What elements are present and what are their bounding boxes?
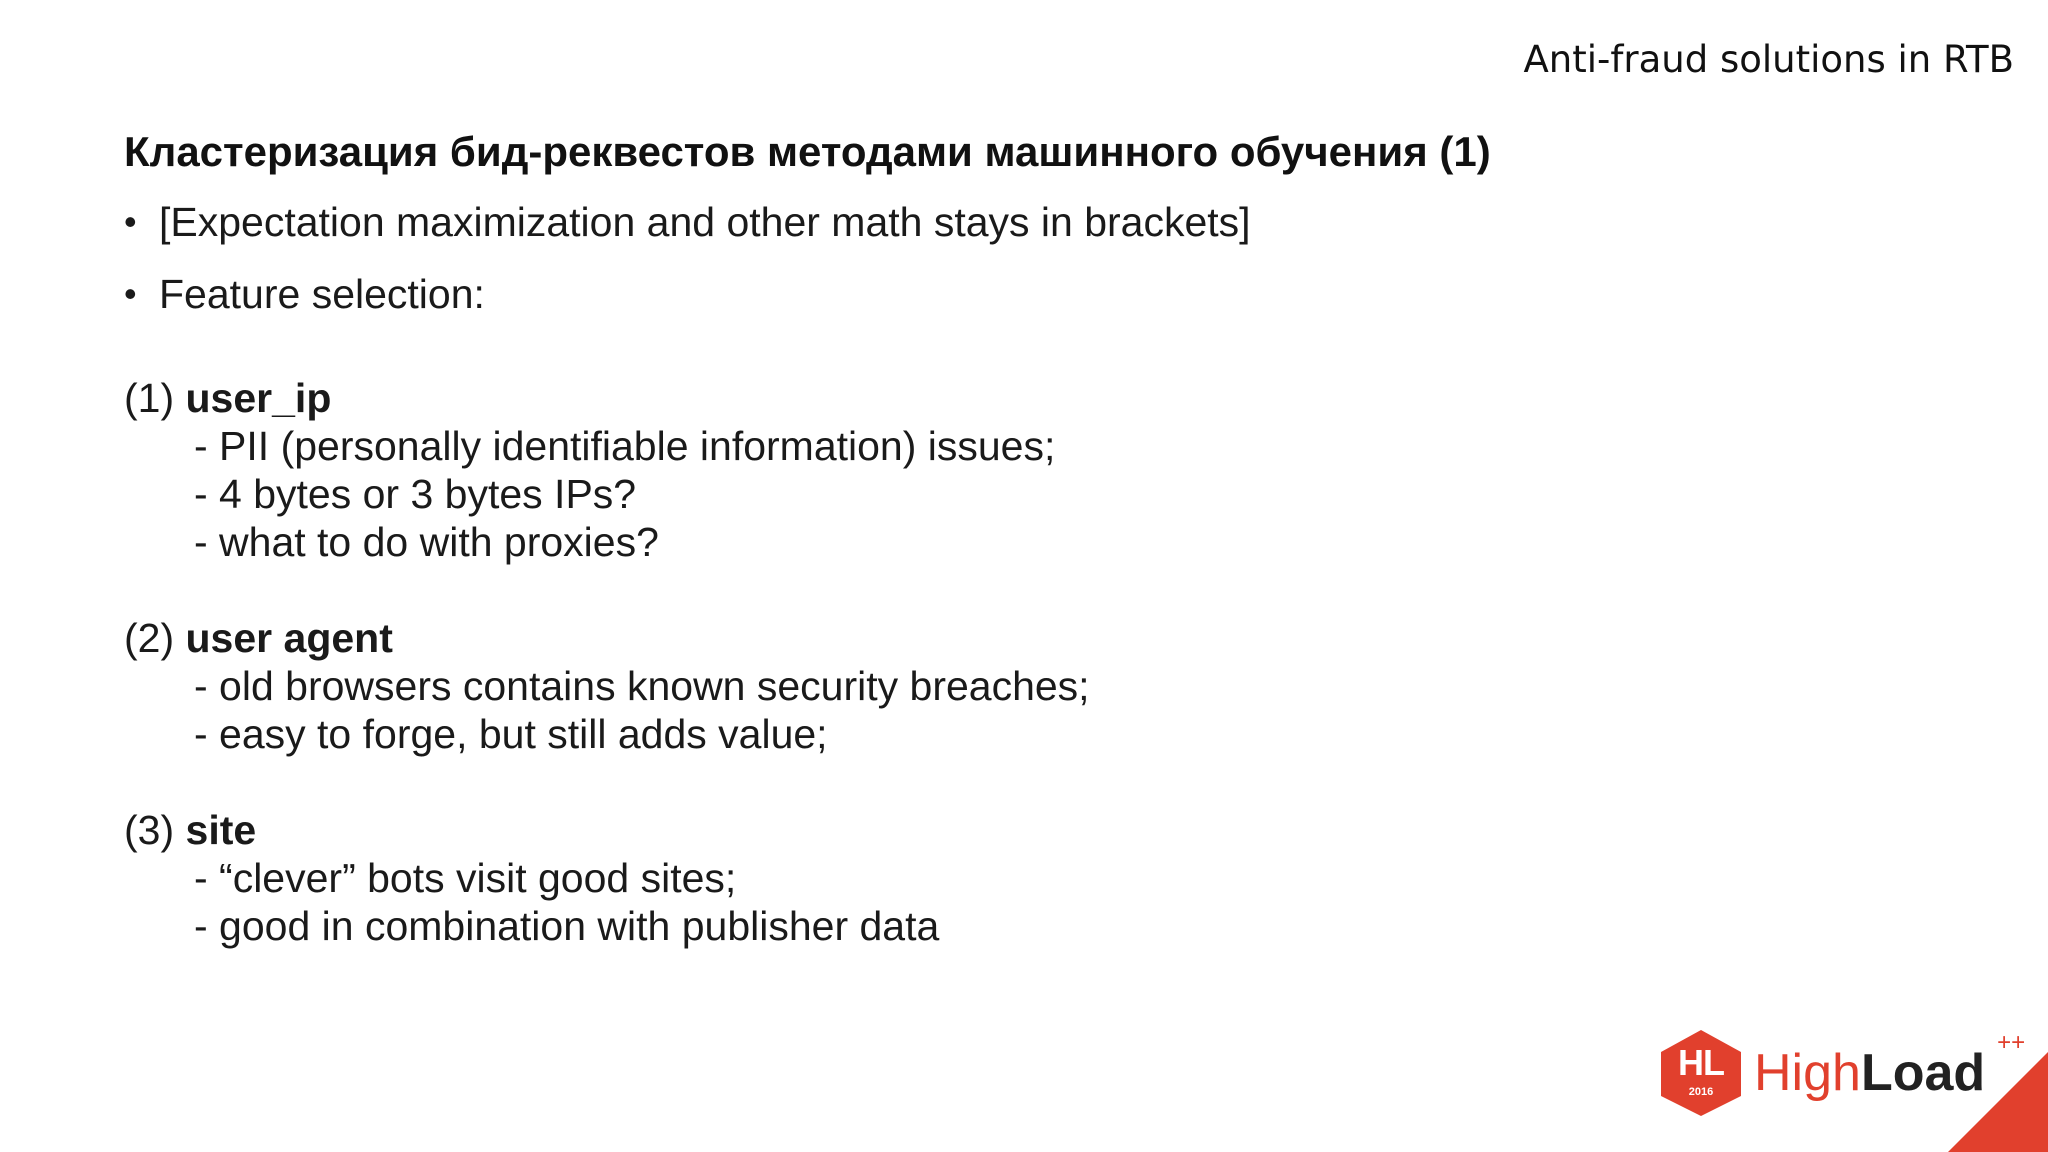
feature-number: (3) <box>124 807 175 853</box>
feature-subitem: - “clever” bots visit good sites; <box>194 855 737 901</box>
corner-triangle-decoration <box>1948 1052 2048 1152</box>
bullet-list <box>124 198 1251 342</box>
logo-mark-text: HL <box>1678 1042 1724 1083</box>
feature-subitem: - 4 bytes or 3 bytes IPs? <box>194 471 637 517</box>
bullet-item <box>124 198 1251 246</box>
feature-subitems <box>124 854 939 950</box>
bullet-item <box>124 270 1251 318</box>
bullet-dot-icon: • <box>124 201 137 242</box>
bullet-dot-icon: • <box>124 273 137 314</box>
feature-subitem: - PII (personally identifiable information) issues; <box>194 423 1056 469</box>
feature-name: site <box>185 807 257 853</box>
slide-title: Кластеризация бид-реквестов методами машинного обучения (1) <box>124 128 1491 175</box>
hexagon-logo-icon <box>1658 1028 1744 1118</box>
logo-year: 2016 <box>1688 1086 1714 1098</box>
feature-subitem: - what to do with proxies? <box>194 519 659 565</box>
feature-subitem: - old browsers contains known security breaches; <box>194 663 1090 709</box>
feature-user-agent <box>124 614 1090 758</box>
logo-word-load: Load <box>1860 1044 1986 1102</box>
feature-subitems <box>124 662 1090 758</box>
feature-heading <box>124 614 1090 662</box>
bullet-text: Feature selection: <box>159 271 485 317</box>
feature-user-ip <box>124 374 1055 566</box>
feature-site <box>124 806 939 950</box>
feature-name: user agent <box>185 615 393 661</box>
feature-subitem: - easy to forge, but still adds value; <box>194 711 828 757</box>
feature-heading <box>124 374 1055 422</box>
feature-number: (1) <box>124 375 175 421</box>
highload-logo <box>1658 1028 2026 1118</box>
feature-heading <box>124 806 939 854</box>
header-title: Anti-fraud solutions in RTB <box>1523 38 2014 81</box>
logo-superscript: ++ <box>1997 1029 2026 1056</box>
feature-name: user_ip <box>185 375 332 421</box>
logo-word-high: High <box>1754 1044 1861 1102</box>
feature-subitem: - good in combination with publisher data <box>194 903 940 949</box>
feature-number: (2) <box>124 615 175 661</box>
feature-subitems <box>124 422 1055 566</box>
bullet-text: [Expectation maximization and other math stays in brackets] <box>159 199 1251 245</box>
